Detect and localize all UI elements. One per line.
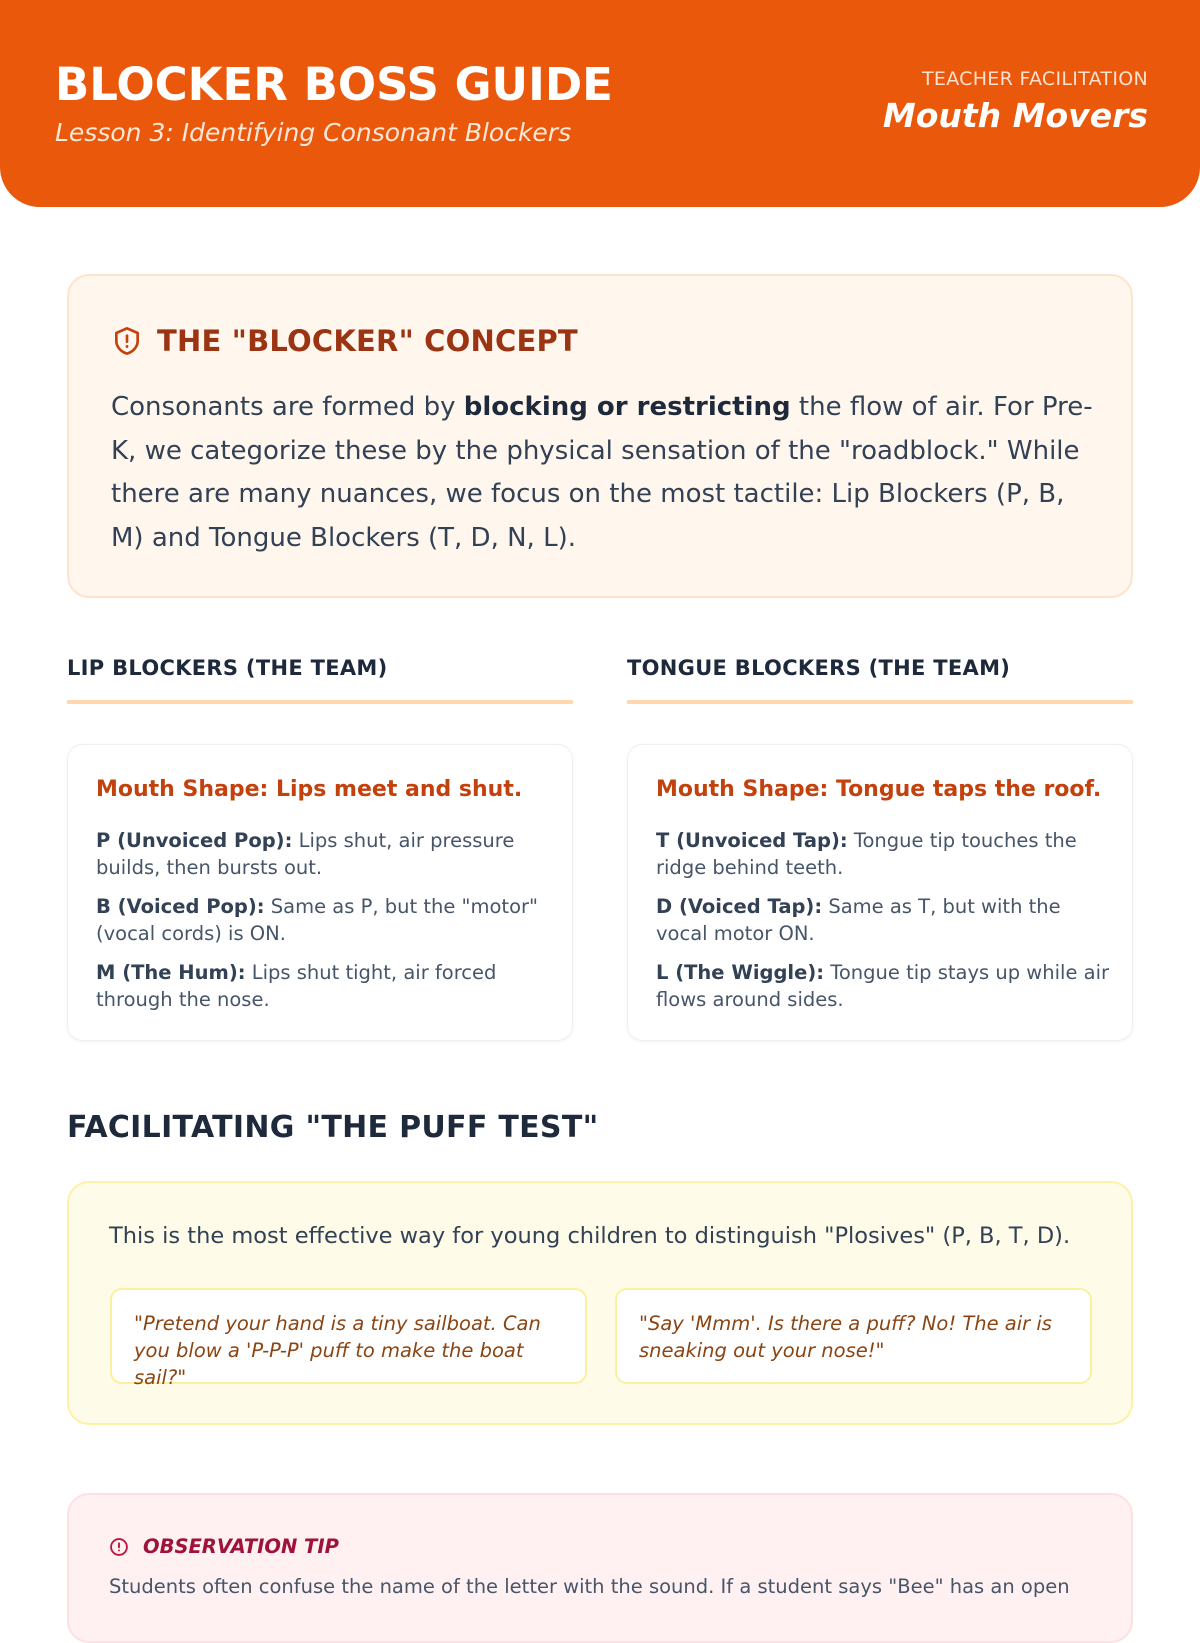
item-term: P (Unvoiced Pop): xyxy=(96,829,293,852)
lip-blockers-card xyxy=(67,744,573,1041)
concept-body-bold: blocking or restricting xyxy=(463,392,791,422)
list-item xyxy=(656,893,1116,947)
item-desc: Lips shut, air pressure builds, then bursts out. xyxy=(96,829,515,879)
puff-test-heading: FACILITATING "THE PUFF TEST" xyxy=(67,1110,599,1145)
tip-heading: OBSERVATION TIP xyxy=(143,1535,339,1558)
item-term: B (Voiced Pop): xyxy=(96,895,265,918)
tongue-blockers-heading: TONGUE BLOCKERS (THE TEAM) xyxy=(627,656,1133,704)
concept-body-pre: Consonants are formed by xyxy=(111,392,464,422)
item-term: L (The Wiggle): xyxy=(656,961,825,984)
lip-mouth-shape: Mouth Shape: Lips meet and shut. xyxy=(96,777,523,802)
tongue-items-list xyxy=(656,827,1116,1025)
tip-body: Students often confuse the name of the letter with the sound. If a student says "Bee" has an open xyxy=(109,1575,1070,1598)
list-item xyxy=(96,827,556,881)
page-title: BLOCKER BOSS GUIDE xyxy=(55,58,613,111)
observation-tip-panel xyxy=(67,1493,1133,1643)
alert-circle-icon xyxy=(109,1537,129,1557)
item-desc: Same as P, but the "motor" (vocal cords) is ON. xyxy=(96,895,538,945)
lip-items-list xyxy=(96,827,556,1025)
item-desc: Tongue tip touches the ridge behind teeth. xyxy=(656,829,1077,879)
list-item xyxy=(656,959,1116,1013)
page-header xyxy=(0,0,1200,207)
list-item xyxy=(96,959,556,1013)
facilitation-label: TEACHER FACILITATION xyxy=(921,68,1148,90)
concept-heading-row xyxy=(111,324,578,358)
tongue-blockers-card xyxy=(627,744,1133,1041)
item-desc: Same as T, but with the vocal motor ON. xyxy=(656,895,1061,945)
puff-quote-sailboat: "Pretend your hand is a tiny sailboat. Can you blow a 'P-P-P' puff to make the boat sail?" xyxy=(110,1288,587,1384)
puff-quote-hum: "Say 'Mmm'. Is there a puff? No! The air is sneaking out your nose!" xyxy=(615,1288,1092,1384)
lip-blockers-heading: LIP BLOCKERS (THE TEAM) xyxy=(67,656,573,704)
item-desc: Lips shut tight, air forced through the nose. xyxy=(96,961,497,1011)
item-term: D (Voiced Tap): xyxy=(656,895,823,918)
puff-test-intro: This is the most effective way for young children to distinguish "Plosives" (P, B, T, D). xyxy=(109,1223,1071,1249)
tongue-mouth-shape: Mouth Shape: Tongue taps the roof. xyxy=(656,777,1102,802)
list-item xyxy=(656,827,1116,881)
item-term: T (Unvoiced Tap): xyxy=(656,829,848,852)
puff-test-panel xyxy=(67,1181,1133,1425)
tip-heading-row xyxy=(109,1535,339,1558)
brand-name: Mouth Movers xyxy=(882,96,1148,135)
list-item xyxy=(96,893,556,947)
item-term: M (The Hum): xyxy=(96,961,246,984)
item-desc: Tongue tip stays up while air flows around sides. xyxy=(656,961,1110,1011)
concept-body-post: the flow of air. For Pre-K, we categorize these by the physical sensation of the "roadblock." While there are many nuances, we focus on the most tactile: Lip Blockers (P, B, M) and Tongue Blockers (T, D, N, L). xyxy=(111,392,1093,553)
concept-panel xyxy=(67,274,1133,598)
concept-heading: THE "BLOCKER" CONCEPT xyxy=(157,324,578,358)
lesson-subtitle: Lesson 3: Identifying Consonant Blockers xyxy=(55,118,572,147)
concept-body xyxy=(111,386,1101,560)
shield-alert-icon xyxy=(111,324,143,358)
